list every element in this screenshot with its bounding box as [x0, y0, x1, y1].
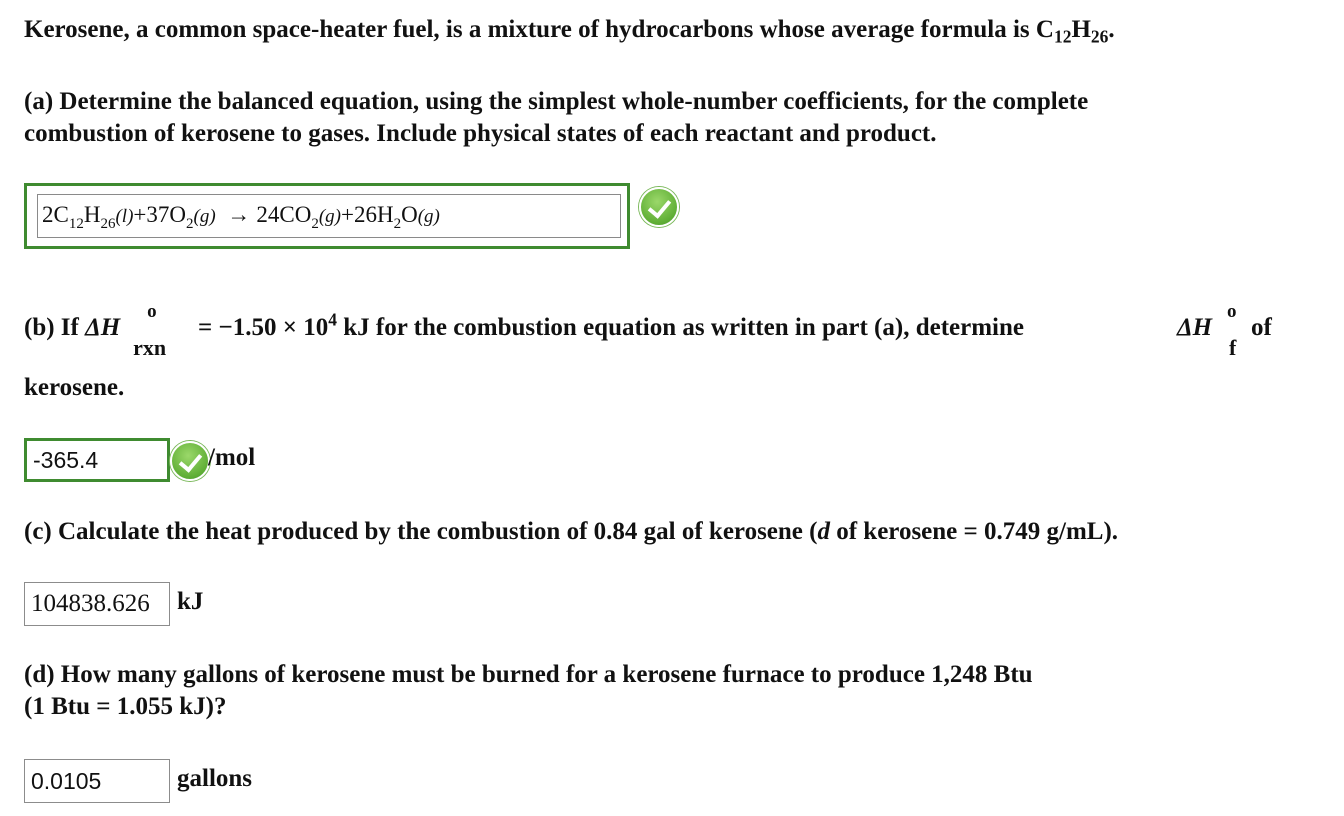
- part-a-answer-box[interactable]: [24, 183, 630, 249]
- eq-sub: 12: [68, 216, 84, 232]
- eq-state: (g): [417, 206, 440, 227]
- eq-h: H: [83, 202, 101, 227]
- delta-h-rxn-sub: rxn: [133, 335, 167, 360]
- intro-sub-26: 26: [1090, 26, 1109, 47]
- part-a-equation-field[interactable]: [37, 194, 621, 238]
- part-b-answer-input[interactable]: -365.4: [24, 438, 170, 482]
- delta-h-f-sup: o: [1227, 301, 1237, 322]
- part-b-question-line1: [24, 301, 167, 360]
- eq-water-h: +26H: [341, 202, 394, 227]
- eq-water-o: O: [401, 202, 418, 227]
- part-c-question: [24, 516, 1118, 548]
- part-c-text-end: of kerosene = 0.749 g/mL).: [829, 518, 1119, 545]
- delta-h-standard-sup: o: [147, 301, 157, 322]
- part-c-answer-input[interactable]: 104838.626: [24, 582, 170, 626]
- intro-text: Kerosene, a common space-heater fuel, is a mixture of hydrocarbons whose average formula is C: [24, 16, 1054, 43]
- delta-h-f-sub: f: [1229, 335, 1237, 360]
- delta-h-f: [1177, 301, 1237, 360]
- part-c-density-symbol: d: [817, 518, 830, 545]
- part-b-exponent: 4: [328, 309, 337, 330]
- intro-h: H: [1071, 16, 1091, 43]
- part-b-unit: /mol: [208, 444, 256, 471]
- eq-sub: 26: [100, 216, 116, 232]
- eq-coef-kerosene: 2C: [42, 202, 69, 227]
- part-b-value-text: = −1.50 × 10: [198, 314, 329, 341]
- eq-state: (g): [193, 206, 216, 227]
- correct-check-icon: [639, 187, 679, 227]
- part-b-suffix: of: [1251, 314, 1272, 341]
- eq-co2: 24CO: [256, 202, 312, 227]
- delta-h-f-symbol: ΔH: [1177, 314, 1213, 341]
- part-d-question-line1: (d) How many gallons of kerosene must be burned for a kerosene furnace to produce 1,248 Btu: [24, 661, 1033, 688]
- part-b-question-equation: [198, 309, 1024, 344]
- part-b-mid-text: kJ for the combustion equation as written in part (a), determine: [337, 314, 1024, 341]
- delta-h-rxn: [85, 301, 167, 360]
- eq-state: (g): [318, 206, 342, 227]
- delta-h-symbol: ΔH: [85, 314, 121, 341]
- part-b-prefix: (b) If: [24, 314, 79, 341]
- problem-intro: [24, 14, 1115, 46]
- intro-sub-12: 12: [1053, 26, 1072, 47]
- part-d-question-line2: (1 Btu = 1.055 kJ)?: [24, 693, 227, 720]
- eq-oxygen: +37O: [133, 202, 186, 227]
- part-a-question-line2: combustion of kerosene to gases. Include physical states of each reactant and product.: [24, 120, 937, 147]
- part-b-question-line2: kerosene.: [24, 374, 125, 401]
- part-d-answer-input[interactable]: 0.0105: [24, 759, 170, 803]
- eq-sub: 2: [311, 216, 319, 232]
- eq-sub: 2: [186, 216, 194, 232]
- intro-end: .: [1108, 16, 1115, 43]
- eq-state: (l): [115, 206, 134, 227]
- part-c-text: (c) Calculate the heat produced by the combustion of 0.84 gal of kerosene (: [24, 518, 818, 545]
- part-a-question-line1: (a) Determine the balanced equation, using the simplest whole-number coefficients, for the complete: [24, 88, 1089, 115]
- part-c-unit: kJ: [177, 588, 204, 615]
- eq-sub: 2: [393, 216, 402, 232]
- eq-arrow: →: [227, 202, 251, 227]
- part-d-unit: gallons: [177, 765, 253, 792]
- correct-check-icon: [170, 441, 210, 481]
